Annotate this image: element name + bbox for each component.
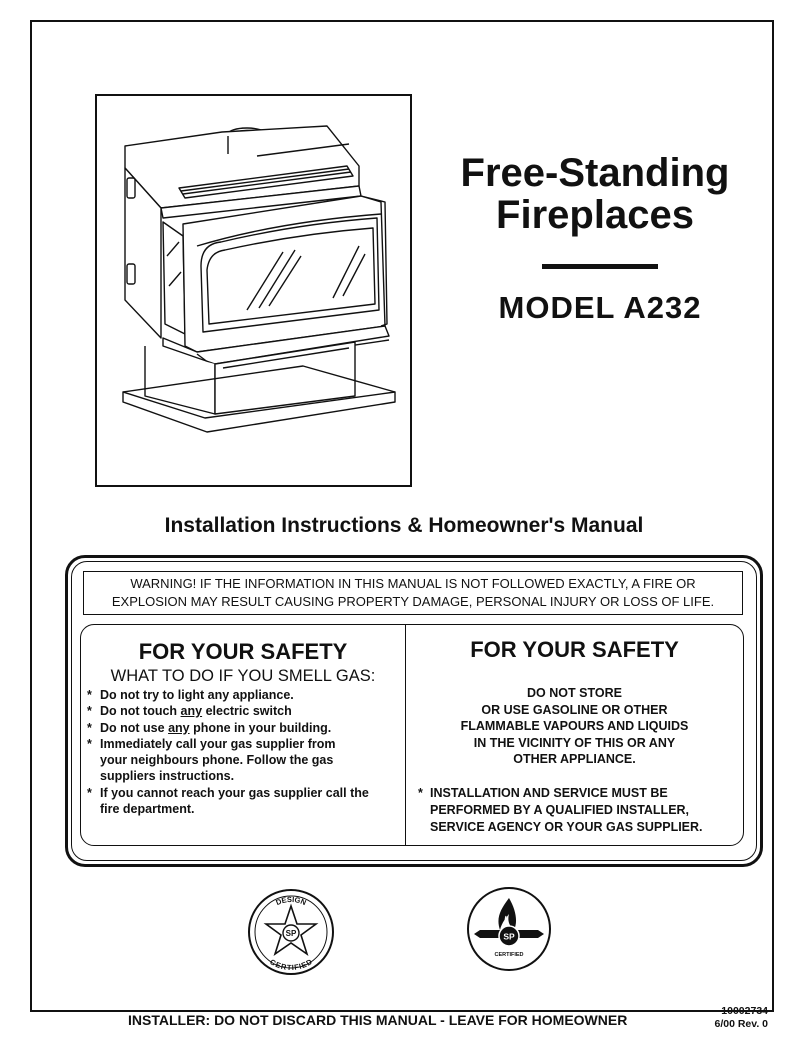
document-number-block — [700, 1005, 768, 1031]
seal-top-text: DESIGN — [274, 894, 308, 908]
install-line: SERVICE AGENCY OR YOUR GAS SUPPLIER. — [430, 820, 703, 834]
gas-instructions-list — [85, 687, 375, 817]
design-certified-seal — [247, 888, 335, 976]
list-item: * Do not use any phone in your building. — [85, 720, 375, 736]
storage-line: OR USE GASOLINE OR OTHER — [481, 702, 668, 717]
model-number: MODEL A232 — [498, 290, 702, 325]
document-title — [430, 152, 760, 236]
fireplace-illustration — [95, 94, 412, 487]
seal-mark: SP — [503, 931, 515, 942]
title-line-1: Free-Standing — [460, 151, 730, 195]
gas-panel-heading: FOR YOUR SAFETY — [138, 639, 348, 664]
install-line: INSTALLATION AND SERVICE MUST BE — [430, 786, 668, 800]
list-item: * If you cannot reach your gas supplier call the fire department. — [85, 785, 375, 818]
title-divider — [542, 264, 658, 269]
storage-line: DO NOT STORE — [527, 686, 622, 700]
list-item: * Immediately call your gas supplier from your neighbours phone. Follow the gas suppliers instructions. — [85, 736, 362, 785]
list-item: * Do not try to light any appliance. — [85, 687, 375, 703]
storage-line: OTHER APPLIANCE. — [513, 752, 636, 766]
title-line-2: Fireplaces — [496, 193, 694, 237]
manual-subtitle: Installation Instructions & Homeowner's Manual — [164, 514, 644, 537]
warning-line-1: WARNING! IF THE INFORMATION IN THIS MANUAL IS NOT FOLLOWED EXACTLY, A FIRE OR — [130, 576, 696, 591]
warning-line-2: EXPLOSION MAY RESULT CAUSING PROPERTY DAMAGE, PERSONAL INJURY OR LOSS OF LIFE. — [111, 594, 715, 609]
seal-bottom-text: CERTIFIED — [268, 957, 314, 973]
document-number: 10002734 — [721, 1005, 768, 1017]
storage-line: FLAMMABLE VAPOURS AND LIQUIDS — [460, 719, 689, 733]
revision-label: 6/00 Rev. 0 — [714, 1018, 768, 1030]
storage-panel-heading: FOR YOUR SAFETY — [470, 637, 679, 662]
install-line: PERFORMED BY A QUALIFIED INSTALLER, — [430, 803, 690, 817]
flame-certified-seal — [466, 886, 552, 972]
installer-footer-notice: INSTALLER: DO NOT DISCARD THIS MANUAL - LEAVE FOR HOMEOWNER — [128, 1012, 628, 1028]
asterisk: * — [418, 786, 423, 800]
safety-panel-gas — [80, 624, 406, 846]
gas-panel-subheading: WHAT TO DO IF YOU SMELL GAS: — [110, 667, 376, 685]
storage-warning — [406, 685, 743, 768]
warning-box — [83, 571, 743, 615]
storage-line: IN THE VICINITY OF THIS OR ANY — [473, 735, 676, 750]
seal-bottom-text: CERTIFIED — [494, 952, 524, 958]
safety-panel-storage — [405, 624, 744, 846]
seal-mark: SP — [285, 929, 297, 938]
installation-notice — [416, 785, 741, 836]
list-item: * Do not touch any electric switch — [85, 703, 375, 719]
